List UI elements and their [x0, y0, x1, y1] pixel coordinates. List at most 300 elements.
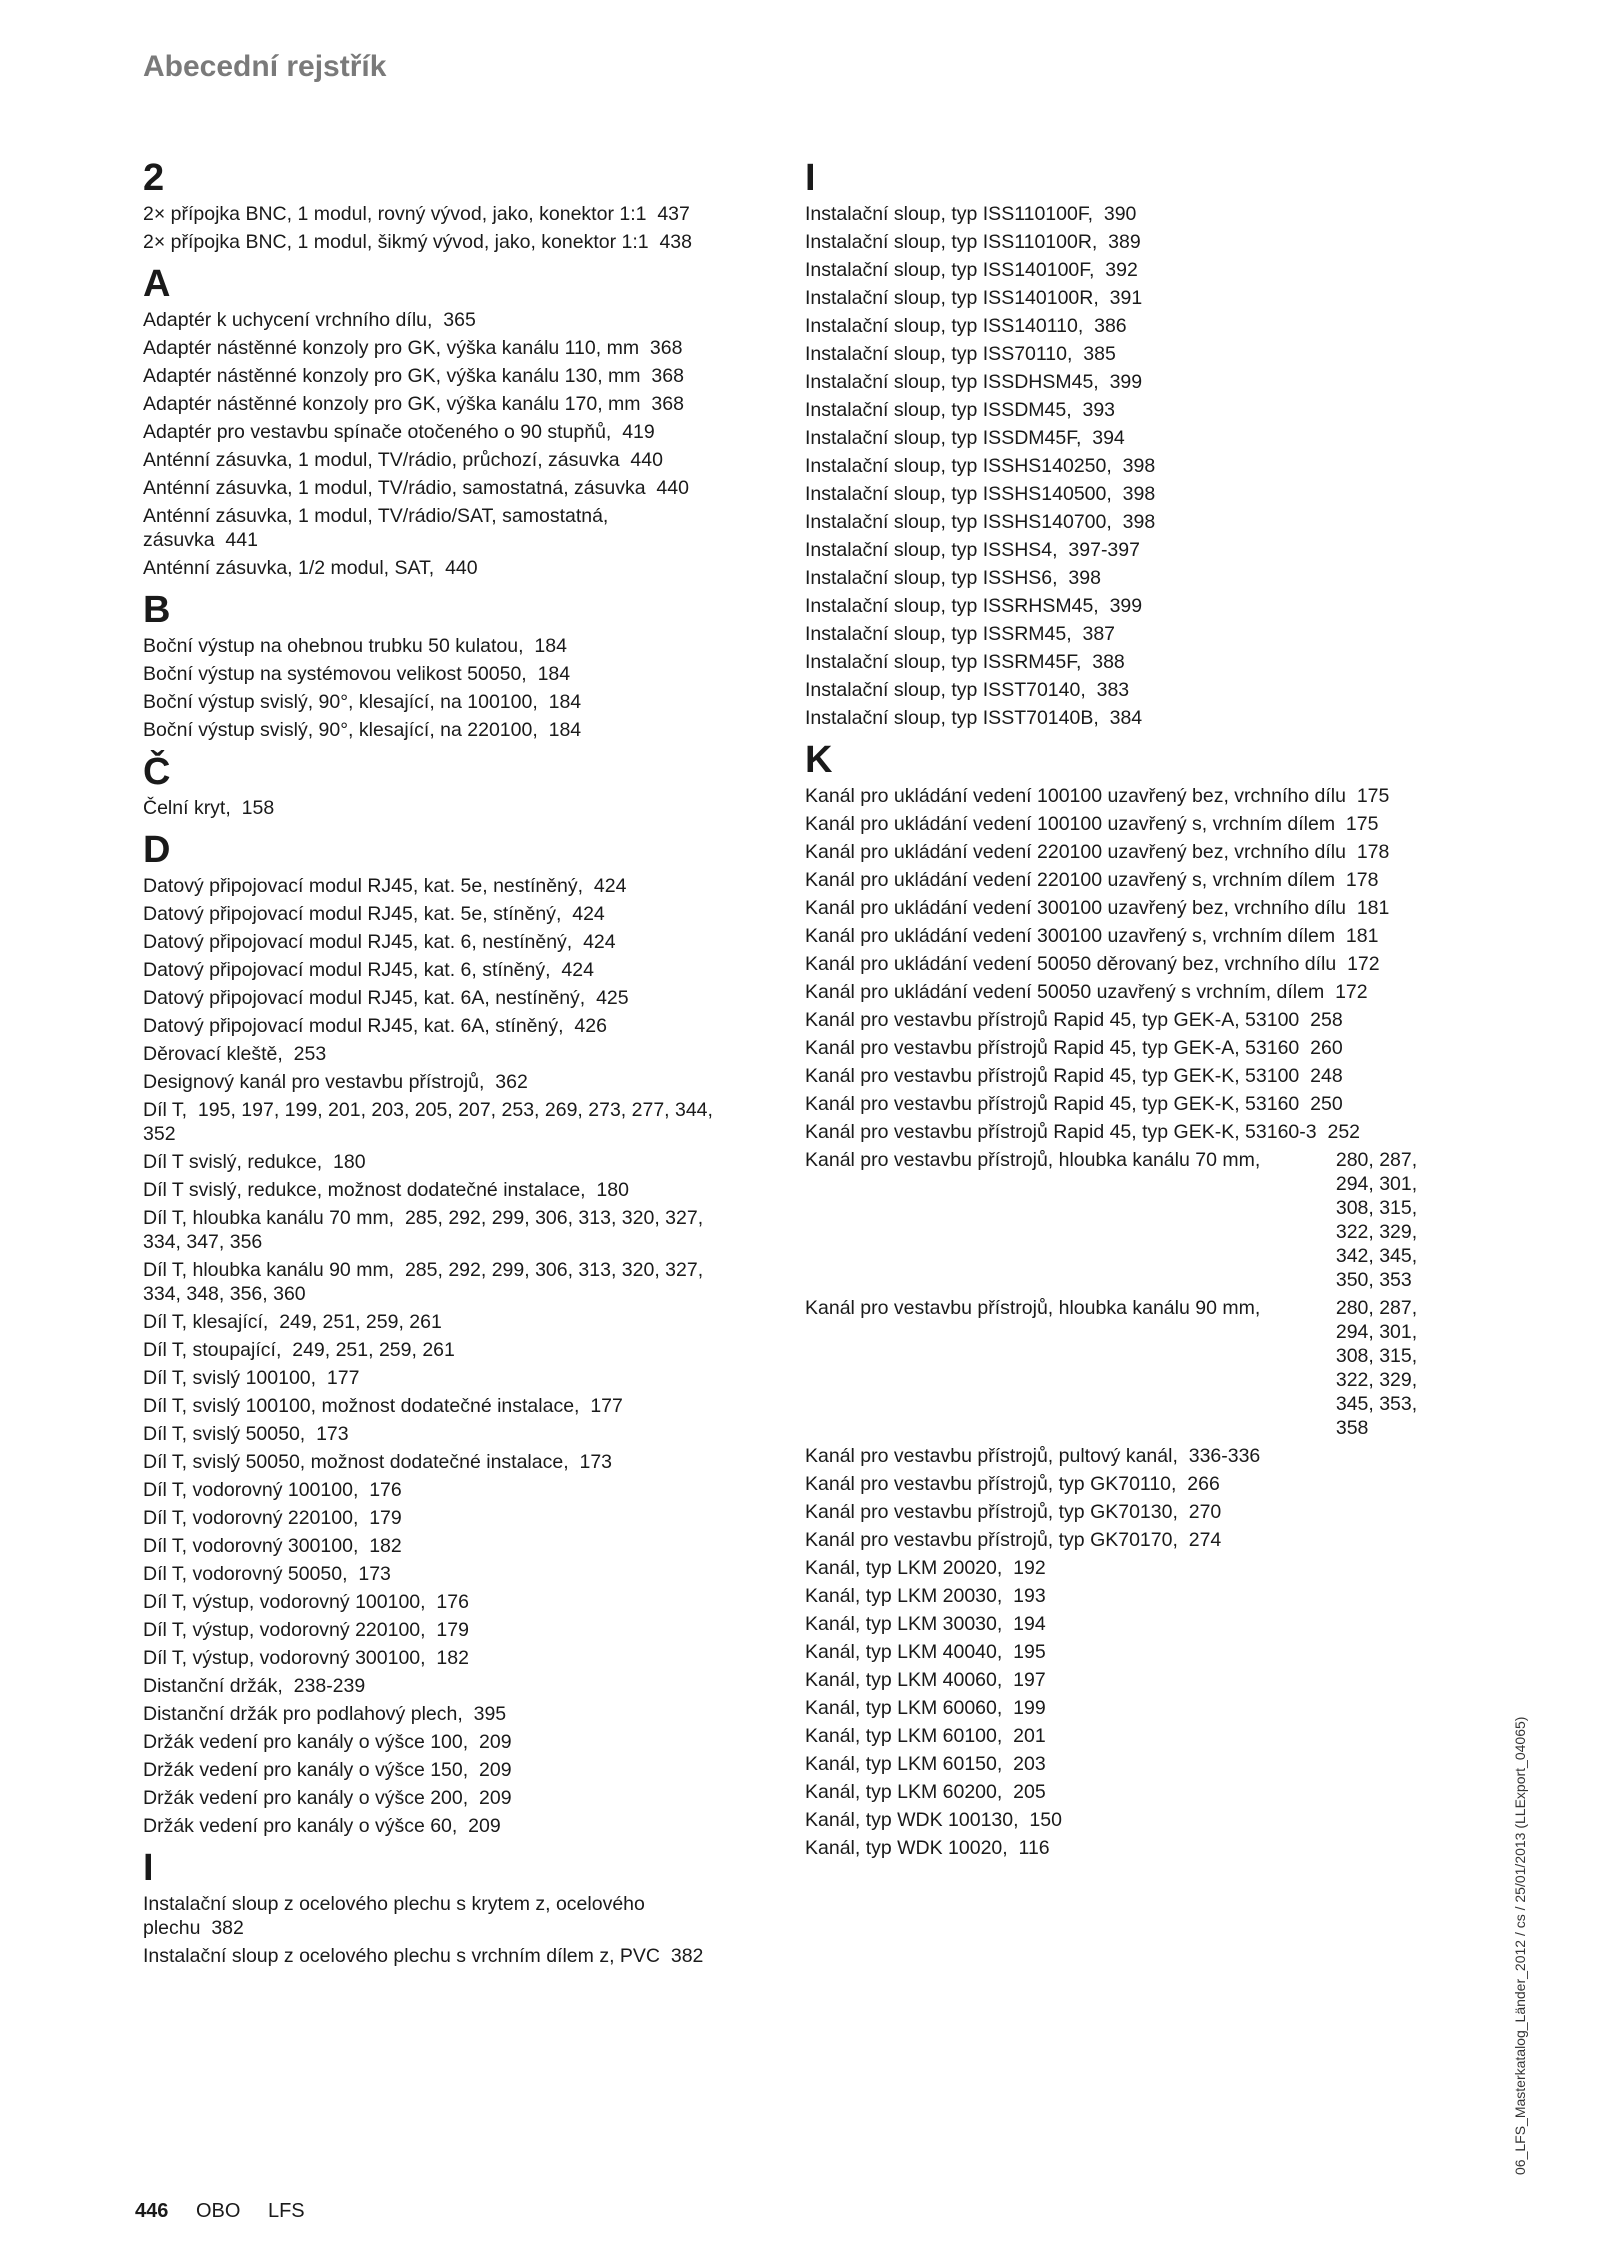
index-entry — [805, 314, 1405, 338]
entry-term: Instalační sloup, typ ISSDHSM45, — [805, 371, 1099, 393]
entry-pages: 392 — [1105, 259, 1138, 281]
entry-term: Instalační sloup, typ ISS110100R, — [805, 231, 1098, 253]
index-entry — [805, 706, 1405, 730]
entry-pages: 203 — [1013, 1753, 1046, 1775]
index-entry — [143, 1070, 723, 1094]
index-entry — [805, 1148, 1445, 1292]
entry-term: Instalační sloup, typ ISSHS140500, — [805, 483, 1112, 505]
index-entry — [805, 1752, 1405, 1776]
entry-pages: 393 — [1082, 399, 1116, 421]
index-entry — [143, 1730, 723, 1754]
entry-term: Anténní zásuvka, 1 modul, TV/rádio/SAT, samostatná, zásuvka — [143, 505, 609, 551]
index-entry — [143, 718, 723, 742]
entry-term: Kanál, typ LKM 60150, — [805, 1753, 1003, 1775]
entry-term: Datový připojovací modul RJ45, kat. 5e, nestíněný, — [143, 875, 584, 897]
entry-pages: 180 — [333, 1151, 366, 1173]
entry-term: Instalační sloup z ocelového plechu s krytem z, ocelového plechu — [143, 1893, 645, 1939]
index-entry — [805, 1640, 1405, 1664]
index-entry — [805, 678, 1405, 702]
entry-term: Kanál, typ LKM 60100, — [805, 1725, 1003, 1747]
entry-term: Anténní zásuvka, 1 modul, TV/rádio, průchozí, zásuvka — [143, 449, 620, 471]
index-entry — [805, 202, 1405, 226]
entry-pages: 397-397 — [1068, 539, 1140, 561]
index-entry — [143, 504, 723, 552]
entry-pages: 199 — [1013, 1697, 1046, 1719]
entry-term: Kanál pro vestavbu přístrojů, hloubka kanálu 90 mm, — [805, 1297, 1261, 1319]
entry-pages: 426 — [574, 1015, 607, 1037]
index-entry — [143, 1562, 723, 1586]
index-entry — [143, 420, 723, 444]
entry-term: Adaptér k uchycení vrchního dílu, — [143, 309, 433, 331]
entry-term: Instalační sloup, typ ISSRM45, — [805, 623, 1072, 645]
entry-pages: 184 — [534, 635, 567, 657]
section-letter: A — [143, 263, 171, 305]
entry-pages: 205 — [1013, 1781, 1046, 1803]
entry-term: Instalační sloup, typ ISS140100R, — [805, 287, 1099, 309]
index-entry — [805, 230, 1405, 254]
entry-term: Instalační sloup, typ ISSRHSM45, — [805, 595, 1099, 617]
entry-pages: 280, 287, 294, 301, 308, 315, 322, 329, 342, 345, 350, 353 — [1335, 1149, 1418, 1291]
entry-term: Kanál pro ukládání vedení 100100 uzavřený bez, vrchního dílu — [805, 785, 1346, 807]
entry-pages: 249, 251, 259, 261 — [292, 1339, 455, 1361]
entry-pages: 209 — [468, 1815, 501, 1837]
entry-pages: 209 — [479, 1787, 512, 1809]
entry-pages: 150 — [1029, 1809, 1062, 1831]
entry-pages: 437 — [657, 203, 690, 225]
entry-term: Díl T, svislý 100100, možnost dodatečné instalace, — [143, 1395, 580, 1417]
entry-pages: 388 — [1092, 651, 1125, 673]
entry-term: 2× přípojka BNC, 1 modul, rovný vývod, jako, konektor 1:1 — [143, 203, 647, 225]
entry-pages: 252 — [1327, 1121, 1361, 1143]
entry-pages: 391 — [1109, 287, 1143, 309]
entry-pages: 440 — [630, 449, 663, 471]
entry-pages: 382 — [670, 1945, 704, 1967]
entry-term: Díl T, svislý 50050, možnost dodatečné instalace, — [143, 1451, 569, 1473]
page-title: Abecední rejstřík — [143, 50, 387, 83]
index-entry — [805, 784, 1405, 808]
entry-term: Anténní zásuvka, 1 modul, TV/rádio, samostatná, zásuvka — [143, 477, 646, 499]
entry-pages: 178 — [1356, 841, 1390, 863]
entry-term: Díl T, svislý 100100, — [143, 1367, 317, 1389]
index-entry — [143, 1206, 723, 1254]
index-entry — [143, 448, 723, 472]
index-entry — [143, 1178, 723, 1202]
index-entry — [143, 1150, 723, 1174]
entry-term: Děrovací kleště, — [143, 1043, 283, 1065]
entry-term: Instalační sloup, typ ISS140110, — [805, 315, 1084, 337]
index-section — [143, 748, 803, 820]
entry-pages: 384 — [1109, 707, 1143, 729]
entry-term: Díl T, — [143, 1099, 188, 1121]
index-entry — [805, 840, 1405, 864]
entry-pages: 209 — [479, 1731, 512, 1753]
entry-term: Kanál, typ LKM 30030, — [805, 1613, 1003, 1635]
entry-term: Držák vedení pro kanály o výšce 150, — [143, 1759, 469, 1781]
entry-term: Datový připojovací modul RJ45, kat. 6A, nestíněný, — [143, 987, 586, 1009]
entry-term: Instalační sloup, typ ISS110100F, — [805, 203, 1093, 225]
index-entry — [805, 1808, 1405, 1832]
index-entry — [143, 1646, 723, 1670]
entry-pages: 399 — [1109, 371, 1143, 393]
index-entry — [143, 556, 723, 580]
index-section — [143, 260, 803, 580]
entry-term: Adaptér nástěnné konzoly pro GK, výška kanálu 170, mm — [143, 393, 641, 415]
index-entry — [143, 392, 723, 416]
entry-pages: 382 — [211, 1917, 244, 1939]
entry-pages: 398 — [1068, 567, 1101, 589]
index-entry — [805, 1836, 1405, 1860]
entry-term: Adaptér pro vestavbu spínače otočeného o 90 stupňů, — [143, 421, 612, 443]
entry-term: Instalační sloup, typ ISST70140B, — [805, 707, 1099, 729]
entry-term: Instalační sloup, typ ISSHS140250, — [805, 455, 1112, 477]
entry-pages: 172 — [1347, 953, 1380, 975]
entry-term: Instalační sloup z ocelového plechu s vrchním dílem z, PVC — [143, 1945, 660, 1967]
entry-pages: 383 — [1096, 679, 1130, 701]
entry-pages: 176 — [369, 1479, 402, 1501]
entry-pages: 387 — [1082, 623, 1116, 645]
entry-pages: 182 — [436, 1647, 469, 1669]
index-entry — [143, 336, 723, 360]
entry-term: Kanál pro vestavbu přístrojů Rapid 45, typ GEK-A, 53160 — [805, 1037, 1300, 1059]
entry-term: Díl T, hloubka kanálu 90 mm, — [143, 1259, 395, 1281]
entry-term: Boční výstup na ohebnou trubku 50 kulatou, — [143, 635, 524, 657]
entry-pages: 173 — [316, 1423, 349, 1445]
entry-term: Držák vedení pro kanály o výšce 200, — [143, 1787, 469, 1809]
index-entry — [805, 896, 1405, 920]
entry-term: Distanční držák, — [143, 1675, 283, 1697]
entry-pages: 238-239 — [293, 1675, 366, 1697]
index-section — [805, 736, 1445, 1860]
entry-pages: 389 — [1108, 231, 1141, 253]
index-entry — [143, 1014, 723, 1038]
index-entry — [805, 622, 1405, 646]
index-section — [805, 154, 1445, 730]
entry-term: Kanál, typ LKM 60060, — [805, 1697, 1003, 1719]
index-entry — [805, 1500, 1405, 1524]
index-entry — [805, 398, 1405, 422]
index-entry — [805, 1668, 1405, 1692]
entry-term: Kanál, typ LKM 60200, — [805, 1781, 1003, 1803]
entry-term: Kanál pro vestavbu přístrojů, pultový kanál, — [805, 1445, 1178, 1467]
entry-term: Instalační sloup, typ ISST70140, — [805, 679, 1086, 701]
index-entry — [805, 538, 1405, 562]
entry-pages: 368 — [651, 365, 684, 387]
entry-pages: 440 — [656, 477, 689, 499]
index-entry — [805, 594, 1405, 618]
page-footer — [135, 2200, 305, 2223]
index-entry — [805, 370, 1405, 394]
entry-pages: 180 — [596, 1179, 629, 1201]
index-entry — [805, 1008, 1405, 1032]
entry-pages: 280, 287, 294, 301, 308, 315, 322, 329, 345, 353, 358 — [1335, 1297, 1418, 1439]
entry-pages: 425 — [596, 987, 629, 1009]
index-entry — [143, 634, 723, 658]
entry-term: Díl T, vodorovný 300100, — [143, 1535, 359, 1557]
entry-term: Díl T, hloubka kanálu 70 mm, — [143, 1207, 395, 1229]
entry-term: Kanál, typ LKM 20020, — [805, 1557, 1003, 1579]
entry-pages: 385 — [1083, 343, 1116, 365]
index-entry — [805, 566, 1405, 590]
entry-pages: 399 — [1109, 595, 1143, 617]
index-entry — [143, 1674, 723, 1698]
side-export-note: 06_LFS_Masterkatalog_Länder_2012 / cs / 25/01/2013 (LLExport_04065) — [1512, 1716, 1528, 2175]
entry-pages: 248 — [1310, 1065, 1343, 1087]
entry-pages: 173 — [358, 1563, 391, 1585]
entry-term: Kanál pro vestavbu přístrojů, hloubka kanálu 70 mm, — [805, 1149, 1261, 1171]
entry-pages: 395 — [473, 1703, 507, 1725]
index-entry — [805, 258, 1405, 282]
entry-pages: 438 — [659, 231, 692, 253]
index-entry — [805, 454, 1405, 478]
entry-pages: 260 — [1310, 1037, 1343, 1059]
entry-term: Anténní zásuvka, 1/2 modul, SAT, — [143, 557, 435, 579]
entry-term: Kanál, typ LKM 40060, — [805, 1669, 1003, 1691]
entry-pages: 184 — [537, 663, 571, 685]
entry-pages: 398 — [1122, 511, 1156, 533]
index-entry — [805, 1472, 1405, 1496]
entry-pages: 424 — [583, 931, 616, 953]
entry-term: Kanál, typ WDK 100130, — [805, 1809, 1019, 1831]
entry-pages: 181 — [1356, 897, 1390, 919]
footer-section: LFS — [267, 2200, 305, 2222]
index-entry — [143, 1758, 723, 1782]
entry-term: Kanál pro vestavbu přístrojů Rapid 45, typ GEK-K, 53160 — [805, 1093, 1300, 1115]
entry-pages: 441 — [225, 529, 258, 551]
entry-term: Kanál, typ LKM 20030, — [805, 1585, 1003, 1607]
footer-brand: OBO — [195, 2200, 241, 2222]
index-entry — [143, 874, 723, 898]
entry-pages: 182 — [369, 1535, 402, 1557]
entry-term: Instalační sloup, typ ISS70110, — [805, 343, 1073, 365]
entry-pages: 253 — [293, 1043, 327, 1065]
entry-pages: 258 — [1310, 1009, 1343, 1031]
entry-term: Díl T, výstup, vodorovný 300100, — [143, 1647, 426, 1669]
section-letter: B — [143, 589, 171, 631]
entry-term: Díl T, výstup, vodorovný 100100, — [143, 1591, 426, 1613]
entry-pages: 285, 292, 299, 306, 313, 320, 327, 334, 347, 356 — [143, 1207, 704, 1253]
entry-pages: 177 — [326, 1367, 360, 1389]
entry-pages: 424 — [593, 875, 627, 897]
index-section — [143, 586, 803, 742]
entry-pages: 181 — [1345, 925, 1379, 947]
entry-pages: 424 — [572, 903, 605, 925]
entry-pages: 398 — [1122, 483, 1156, 505]
entry-term: Kanál pro ukládání vedení 100100 uzavřený s, vrchním dílem — [805, 813, 1336, 835]
entry-pages: 419 — [622, 421, 655, 443]
entry-pages: 158 — [241, 797, 275, 819]
entry-pages: 424 — [561, 959, 594, 981]
index-entry — [805, 1780, 1405, 1804]
index-entry — [143, 1618, 723, 1642]
index-entry — [143, 986, 723, 1010]
entry-pages: 175 — [1356, 785, 1390, 807]
entry-pages: 177 — [590, 1395, 623, 1417]
entry-term: Instalační sloup, typ ISS140100F, — [805, 259, 1095, 281]
entry-pages: 209 — [479, 1759, 512, 1781]
entry-pages: 184 — [548, 719, 582, 741]
index-entry — [143, 1702, 723, 1726]
index-entry — [805, 868, 1405, 892]
entry-term: 2× přípojka BNC, 1 modul, šikmý vývod, jako, konektor 1:1 — [143, 231, 649, 253]
entry-term: Kanál pro ukládání vedení 220100 uzavřený bez, vrchního dílu — [805, 841, 1346, 863]
entry-term: Kanál, typ LKM 40040, — [805, 1641, 1003, 1663]
entry-term: Instalační sloup, typ ISSRM45F, — [805, 651, 1082, 673]
entry-term: Čelní kryt, — [143, 797, 231, 819]
index-entry — [805, 1696, 1405, 1720]
index-entry — [805, 650, 1405, 674]
index-entry — [805, 1724, 1405, 1748]
entry-pages: 440 — [445, 557, 478, 579]
entry-term: Kanál pro ukládání vedení 50050 děrovaný bez, vrchního dílu — [805, 953, 1337, 975]
section-letter: I — [143, 1847, 154, 1889]
index-entry — [805, 342, 1405, 366]
index-entry — [805, 1584, 1405, 1608]
page-number: 446 — [135, 2200, 169, 2222]
entry-term: Instalační sloup, typ ISSHS4, — [805, 539, 1058, 561]
entry-pages: 192 — [1013, 1557, 1046, 1579]
entry-pages: 179 — [369, 1507, 402, 1529]
index-column-right — [805, 148, 1445, 1864]
entry-term: Kanál pro ukládání vedení 50050 uzavřený s vrchním, dílem — [805, 981, 1325, 1003]
section-letter: 2 — [143, 157, 165, 199]
entry-term: Díl T svislý, redukce, — [143, 1151, 323, 1173]
index-entry — [143, 1892, 723, 1940]
index-section — [143, 154, 803, 254]
entry-pages: 336-336 — [1188, 1445, 1261, 1467]
entry-pages: 368 — [651, 393, 684, 415]
index-entry — [143, 1394, 723, 1418]
entry-term: Díl T, stoupající, — [143, 1339, 282, 1361]
index-entry — [805, 980, 1405, 1004]
entry-term: Instalační sloup, typ ISSHS140700, — [805, 511, 1112, 533]
entry-term: Díl T, výstup, vodorovný 220100, — [143, 1619, 426, 1641]
entry-term: Boční výstup svislý, 90°, klesající, na 100100, — [143, 691, 538, 713]
entry-term: Adaptér nástěnné konzoly pro GK, výška kanálu 130, mm — [143, 365, 641, 387]
index-section — [143, 1844, 803, 1968]
index-entry — [143, 1450, 723, 1474]
entry-pages: 175 — [1345, 813, 1379, 835]
entry-term: Kanál pro vestavbu přístrojů, typ GK70170, — [805, 1529, 1178, 1551]
section-letter: Č — [143, 751, 171, 793]
entry-term: Díl T, svislý 50050, — [143, 1423, 306, 1445]
entry-pages: 368 — [649, 337, 683, 359]
entry-term: Kanál pro ukládání vedení 220100 uzavřený s, vrchním dílem — [805, 869, 1336, 891]
index-entry — [143, 1814, 723, 1838]
index-entry — [805, 1120, 1405, 1144]
entry-term: Kanál pro vestavbu přístrojů Rapid 45, typ GEK-K, 53100 — [805, 1065, 1300, 1087]
index-entry — [805, 1556, 1405, 1580]
entry-pages: 173 — [579, 1451, 613, 1473]
entry-term: Kanál pro vestavbu přístrojů, typ GK70130, — [805, 1501, 1178, 1523]
entry-pages: 386 — [1094, 315, 1127, 337]
index-entry — [143, 1338, 723, 1362]
entry-term: Kanál pro vestavbu přístrojů, typ GK70110, — [805, 1473, 1177, 1495]
index-entry — [143, 1786, 723, 1810]
entry-term: Instalační sloup, typ ISSDM45, — [805, 399, 1072, 421]
index-column-left — [143, 148, 803, 1972]
entry-pages: 270 — [1188, 1501, 1222, 1523]
entry-term: Kanál pro ukládání vedení 300100 uzavřený bez, vrchního dílu — [805, 897, 1346, 919]
entry-term: Díl T, vodorovný 100100, — [143, 1479, 359, 1501]
entry-term: Instalační sloup, typ ISSHS6, — [805, 567, 1058, 589]
index-entry — [143, 796, 723, 820]
entry-term: Datový připojovací modul RJ45, kat. 6A, stíněný, — [143, 1015, 564, 1037]
entry-pages: 195, 197, 199, 201, 203, 205, 207, 253, 269, 273, 277, 344, 352 — [143, 1099, 713, 1145]
entry-term: Adaptér nástěnné konzoly pro GK, výška kanálu 110, mm — [143, 337, 640, 359]
index-entry — [143, 1098, 723, 1146]
index-entry — [805, 924, 1405, 948]
index-entry — [143, 230, 723, 254]
index-entry — [143, 1944, 723, 1968]
entry-term: Datový připojovací modul RJ45, kat. 6, stíněný, — [143, 959, 551, 981]
entry-pages: 197 — [1013, 1669, 1046, 1691]
entry-term: Díl T svislý, redukce, možnost dodatečné instalace, — [143, 1179, 586, 1201]
index-entry — [143, 930, 723, 954]
entry-term: Kanál pro vestavbu přístrojů Rapid 45, typ GEK-K, 53160-3 — [805, 1121, 1317, 1143]
index-entry — [805, 510, 1405, 534]
entry-pages: 398 — [1122, 455, 1156, 477]
index-entry — [805, 812, 1405, 836]
index-entry — [143, 1422, 723, 1446]
entry-term: Boční výstup svislý, 90°, klesající, na 220100, — [143, 719, 538, 741]
index-entry — [143, 958, 723, 982]
index-entry — [805, 952, 1405, 976]
entry-pages: 274 — [1188, 1529, 1222, 1551]
entry-pages: 194 — [1013, 1613, 1046, 1635]
entry-pages: 249, 251, 259, 261 — [279, 1311, 442, 1333]
section-letter: K — [805, 739, 833, 781]
entry-pages: 362 — [495, 1071, 528, 1093]
index-entry — [805, 1064, 1405, 1088]
entry-term: Díl T, vodorovný 50050, — [143, 1563, 348, 1585]
entry-pages: 390 — [1103, 203, 1137, 225]
index-entry — [805, 1036, 1405, 1060]
entry-pages: 176 — [436, 1591, 469, 1613]
entry-pages: 394 — [1092, 427, 1125, 449]
entry-pages: 172 — [1335, 981, 1368, 1003]
index-entry — [143, 1506, 723, 1530]
index-entry — [805, 426, 1405, 450]
entry-pages: 266 — [1187, 1473, 1220, 1495]
entry-pages: 184 — [548, 691, 582, 713]
entry-term: Designový kanál pro vestavbu přístrojů, — [143, 1071, 485, 1093]
entry-pages: 195 — [1013, 1641, 1046, 1663]
entry-term: Kanál pro vestavbu přístrojů Rapid 45, typ GEK-A, 53100 — [805, 1009, 1300, 1031]
entry-term: Držák vedení pro kanály o výšce 100, — [143, 1731, 469, 1753]
index-entry — [143, 1042, 723, 1066]
index-section — [143, 826, 803, 1838]
entry-term: Držák vedení pro kanály o výšce 60, — [143, 1815, 458, 1837]
section-letter: D — [143, 829, 171, 871]
entry-term: Distanční držák pro podlahový plech, — [143, 1703, 463, 1725]
entry-pages: 201 — [1013, 1725, 1046, 1747]
entry-term: Datový připojovací modul RJ45, kat. 5e, stíněný, — [143, 903, 562, 925]
entry-term: Instalační sloup, typ ISSDM45F, — [805, 427, 1082, 449]
index-entry — [143, 902, 723, 926]
section-letter: I — [805, 157, 816, 199]
entry-pages: 285, 292, 299, 306, 313, 320, 327, 334, 348, 356, 360 — [143, 1259, 704, 1305]
index-entry — [805, 1092, 1405, 1116]
index-entry — [143, 1310, 723, 1334]
index-entry — [143, 1478, 723, 1502]
index-entry — [143, 476, 723, 500]
entry-pages: 365 — [443, 309, 476, 331]
entry-term: Kanál, typ WDK 10020, — [805, 1837, 1008, 1859]
index-entry — [143, 364, 723, 388]
index-entry — [143, 1534, 723, 1558]
index-entry — [805, 1296, 1445, 1440]
index-entry — [805, 1528, 1405, 1552]
